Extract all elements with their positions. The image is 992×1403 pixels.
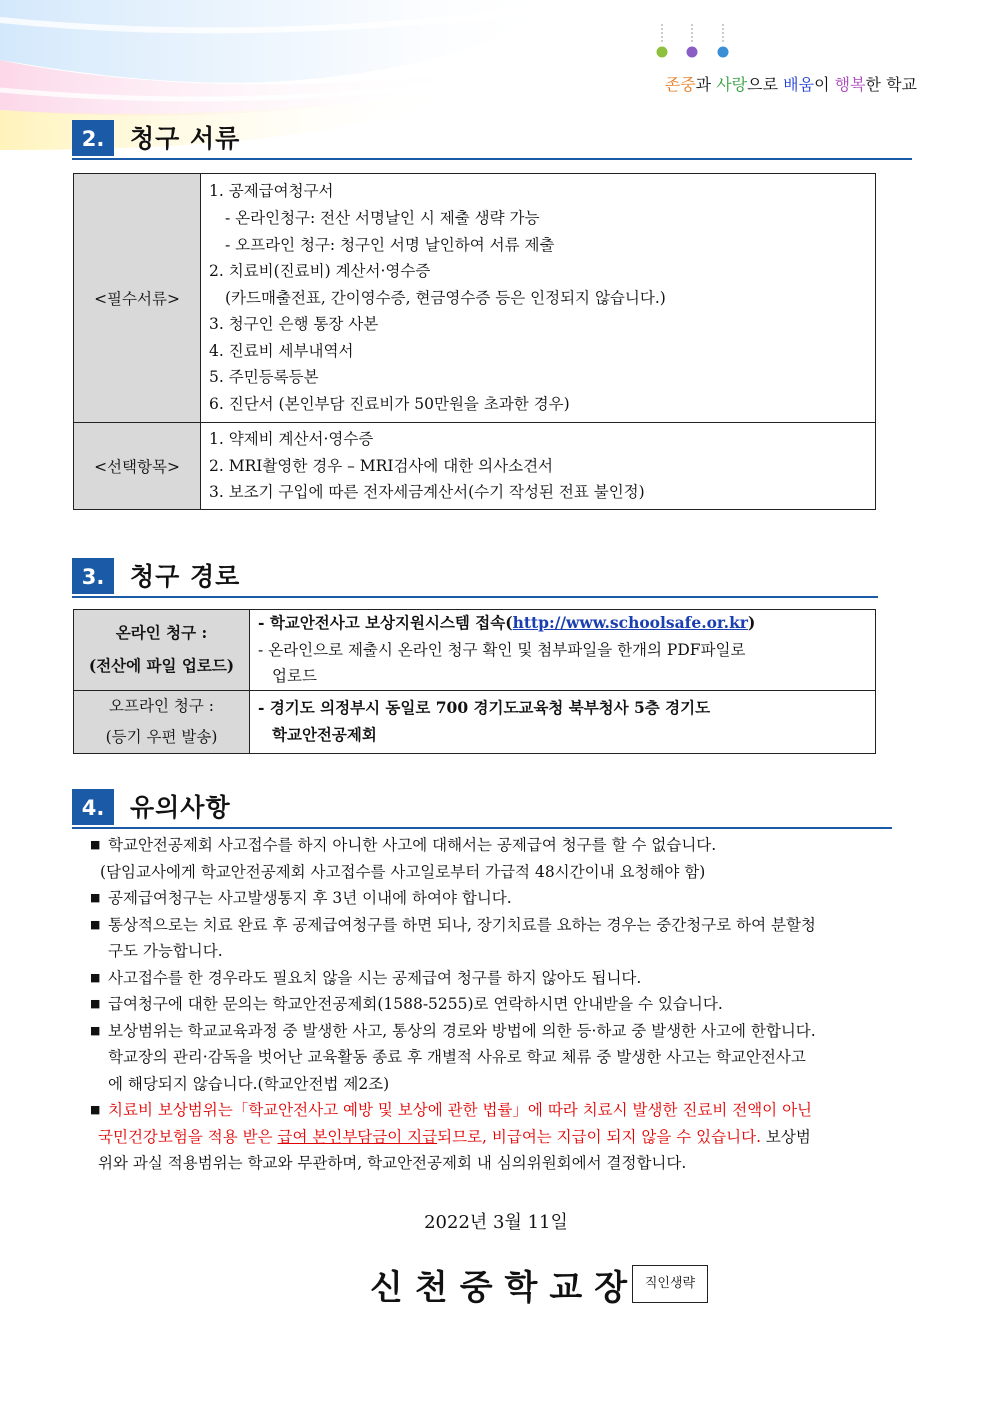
required-docs-list bbox=[201, 174, 876, 423]
slogan-segment: 존중 bbox=[664, 75, 696, 94]
bullet-icon: ■ bbox=[90, 970, 101, 984]
list-item: ■ 급여청구에 대한 문의는 학교안전공제회(1588-5255)로 연락하시면 안내받을 수 있습니다. bbox=[90, 991, 930, 1018]
decorative-dots-icon bbox=[652, 22, 742, 62]
optional-docs-label: <선택항목> bbox=[74, 423, 201, 510]
list-item: 1. 약제비 계산서·영수증 bbox=[209, 430, 374, 449]
table-row bbox=[74, 610, 876, 691]
list-item: ■ 치료비 보상범위는「학교안전사고 예방 및 보상에 관한 법률」에 따라 치료시 발생한 진료비 전액이 아닌 국민건강보험을 적용 받은 급여 본인부담금이 지급되므로, 비급여는 지급이 되지 않을 수 있습니다. 보상범 위와 과실 적용범위는 학교와 무관하며, 학교안전공제회 내 심의위원회에서 결정합니다. bbox=[90, 1097, 930, 1177]
schoolsafe-link[interactable]: http://www.schoolsafe.or.kr bbox=[512, 613, 748, 632]
slogan-segment: 이 bbox=[814, 75, 835, 94]
bullet-icon: ■ bbox=[90, 838, 101, 851]
offline-claim-label: 오프라인 청구 : (등기 우편 발송) bbox=[74, 690, 250, 753]
online-claim-detail: - 학교안전사고 보상지원시스템 접속(http://www.schoolsafe.or.kr) - 온라인으로 제출시 온라인 청구 확인 및 첨부파일을 한개의 PDF파일로 업로드 bbox=[250, 610, 876, 691]
section-number: 2. bbox=[72, 120, 114, 156]
slogan-segment: 한 학교 bbox=[865, 75, 917, 94]
slogan-segment: 으로 bbox=[747, 75, 784, 94]
bullet-icon: ■ bbox=[90, 997, 101, 1010]
list-item: ■ 보상범위는 학교교육과정 중 발생한 사고, 통상의 경로와 방법에 의한 등·하교 중 발생한 사고에 한합니다. 학교장의 관리·감독을 벗어난 교육활동 종료 후 개별적 사유로 학교 체류 중 발생한 사고는 학교안전사고 에 해당되지 않습니다.(학교안전법 제2조) bbox=[90, 1018, 930, 1098]
section-4-heading bbox=[72, 789, 892, 829]
list-item: 2. MRI촬영한 경우 – MRI검사에 대한 의사소견서 bbox=[209, 456, 554, 475]
bullet-icon: ■ bbox=[90, 891, 101, 904]
school-principal-name: 신천중학교장 bbox=[370, 1268, 640, 1308]
slogan-segment: 과 bbox=[695, 75, 717, 94]
bullet-icon: ■ bbox=[90, 1023, 101, 1037]
list-item: 3. 보조기 구입에 따른 전자세금계산서(수기 작성된 전표 불인정) bbox=[209, 483, 645, 502]
document-date: 2022년 3월 11일 bbox=[424, 1212, 568, 1233]
claim-documents-table bbox=[73, 173, 876, 510]
list-item: 3. 청구인 은행 통장 사본 bbox=[209, 315, 379, 334]
notes-list bbox=[90, 832, 930, 1177]
bullet-icon: ■ bbox=[90, 1103, 101, 1116]
list-item: ■ 학교안전공제회 사고접수를 하지 아니한 사고에 대해서는 공제급여 청구를 할 수 없습니다. (담임교사에게 학교안전공제회 사고접수를 사고일로부터 가급적 48시간이내 요청해야 함) bbox=[90, 832, 930, 885]
list-item: 2. 치료비(진료비) 계산서·영수증 bbox=[209, 262, 431, 281]
list-item: ■ 통상적으로는 치료 완료 후 공제급여청구를 하면 되나, 장기치료를 요하는 경우는 중간청구로 하여 분할청 구도 가능합니다. bbox=[90, 912, 930, 965]
claim-route-table bbox=[73, 609, 876, 754]
slogan-segment: 배움 bbox=[783, 75, 815, 94]
section-3-heading bbox=[72, 558, 878, 598]
list-item: ■ 사고접수를 한 경우라도 필요치 않을 시는 공제급여 청구를 하지 않아도 됩니다. bbox=[90, 965, 930, 992]
offline-claim-detail: - 경기도 의정부시 동일로 700 경기도교육청 북부청사 5층 경기도 학교안전공제회 bbox=[250, 690, 876, 753]
list-item: 4. 진료비 세부내역서 bbox=[209, 341, 354, 360]
slogan-segment: 행복 bbox=[834, 75, 866, 94]
list-item: 5. 주민등록등본 bbox=[209, 368, 319, 387]
list-item: - 온라인청구: 전산 서명날인 시 제출 생략 가능 bbox=[225, 208, 540, 227]
section-title: 청구 경로 bbox=[130, 562, 241, 591]
online-claim-label: 온라인 청구 : (전산에 파일 업로드) bbox=[74, 610, 250, 691]
list-item: ■ 공제급여청구는 사고발생통지 후 3년 이내에 하여야 합니다. bbox=[90, 885, 930, 912]
bullet-icon: ■ bbox=[90, 917, 101, 931]
table-row bbox=[74, 174, 876, 423]
optional-docs-list bbox=[201, 423, 876, 510]
list-item: 1. 공제급여청구서 bbox=[209, 182, 334, 201]
list-item: (카드매출전표, 간이영수증, 현금영수증 등은 인정되지 않습니다.) bbox=[225, 288, 666, 307]
section-number: 4. bbox=[72, 789, 114, 825]
table-row bbox=[74, 690, 876, 753]
section-title: 청구 서류 bbox=[130, 124, 241, 153]
required-docs-label: <필수서류> bbox=[74, 174, 201, 423]
section-title: 유의사항 bbox=[130, 793, 231, 822]
list-item: - 오프라인 청구: 청구인 서명 날인하여 서류 제출 bbox=[225, 235, 555, 254]
section-2-heading bbox=[72, 120, 912, 160]
list-item: 6. 진단서 (본인부담 진료비가 50만원을 초과한 경우) bbox=[209, 395, 570, 414]
table-row bbox=[74, 423, 876, 510]
section-number: 3. bbox=[72, 558, 114, 594]
slogan-segment: 사랑 bbox=[716, 75, 748, 94]
seal-omitted-stamp: 직인생략 bbox=[632, 1265, 708, 1303]
school-slogan bbox=[665, 72, 917, 95]
